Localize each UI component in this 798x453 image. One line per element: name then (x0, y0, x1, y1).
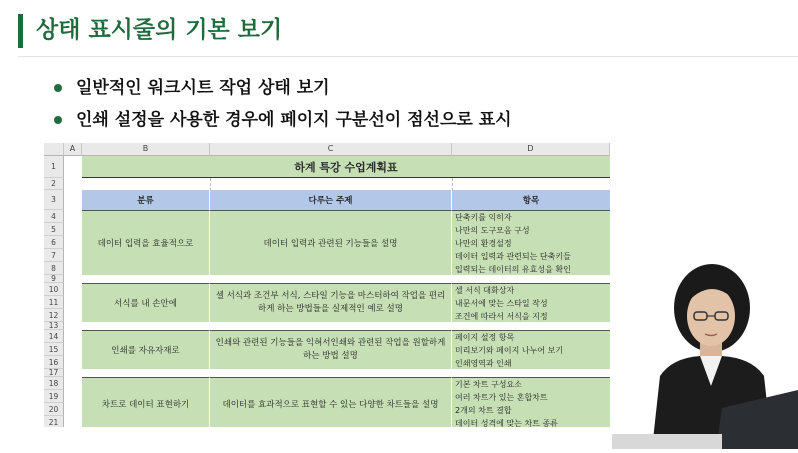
presenter-video (612, 258, 798, 449)
row-header[interactable]: 14 (44, 330, 64, 343)
row-header[interactable]: 2 (44, 178, 64, 190)
topic-cell[interactable]: 셀 서식과 조건부 서식, 스타일 기능을 마스터하여 작업을 편리하게 하는 방법들을 실제적인 예로 설명 (210, 283, 452, 322)
bullet-text: 일반적인 워크시트 작업 상태 보기 (76, 78, 330, 98)
bullet-item (52, 104, 512, 136)
items-cell[interactable] (452, 210, 610, 275)
item-line: 2개의 차트 결합 (455, 406, 512, 415)
bullet-dot-icon (54, 116, 62, 124)
topic-cell[interactable]: 데이터 입력과 관련된 기능들을 설명 (210, 210, 452, 275)
row-header[interactable]: 21 (44, 416, 64, 427)
category-cell[interactable]: 서식를 내 손안에 (82, 283, 210, 322)
item-line: 미리보기와 페이지 나누어 보기 (455, 346, 564, 355)
topic-cell[interactable]: 데이터를 효과적으로 표현할 수 있는 다양한 차트들을 설명 (210, 377, 452, 427)
item-line: 셀 서식 대화상자 (455, 286, 515, 295)
items-cell[interactable] (452, 377, 610, 427)
topic-cell[interactable]: 인쇄와 관련된 기능들을 익혀서인쇄와 관련된 작업을 원할하게 하는 방법 설명 (210, 330, 452, 369)
row-header[interactable]: 6 (44, 236, 64, 249)
row-header[interactable]: 7 (44, 249, 64, 262)
table-title-cell[interactable]: 하계 특강 수업계획표 (82, 156, 610, 178)
item-line: 나만의 환경설정 (455, 239, 512, 248)
bullet-item (52, 72, 512, 104)
row-header[interactable]: 12 (44, 309, 64, 322)
column-header-a[interactable]: A (64, 143, 82, 156)
category-cell[interactable]: 데이터 입력을 효율적으로 (82, 210, 210, 275)
row-header[interactable]: 17 (44, 369, 64, 377)
item-line: 나만의 도구모음 구성 (455, 226, 530, 235)
item-line: 조건에 따라서 서식을 지정 (455, 312, 548, 321)
item-line: 데이터 성격에 맞는 차트 종류 (455, 419, 558, 427)
row-header[interactable]: 11 (44, 296, 64, 309)
row-header[interactable]: 1 (44, 156, 64, 178)
bullet-text: 인쇄 설정을 사용한 경우에 페이지 구분선이 점선으로 표시 (76, 110, 512, 130)
item-line: 페이지 설정 항목 (455, 333, 515, 342)
item-line: 여러 차트가 있는 혼합차트 (455, 393, 548, 402)
column-header-b[interactable]: B (82, 143, 210, 156)
row-header[interactable]: 3 (44, 190, 64, 210)
row-header[interactable]: 4 (44, 210, 64, 223)
column-header-c[interactable]: C (210, 143, 452, 156)
item-line: 데이터 입력과 관련되는 단축키들 (455, 252, 571, 261)
row-header[interactable]: 16 (44, 356, 64, 369)
item-line: 입력되는 데이터의 유효성을 확인 (455, 265, 571, 274)
bullet-dot-icon (54, 84, 62, 92)
category-cell[interactable]: 차트로 데이터 표현하기 (82, 377, 210, 427)
item-line: 단축키를 익히자 (455, 213, 512, 222)
row-header[interactable]: 9 (44, 275, 64, 283)
column-header-d[interactable]: D (452, 143, 610, 156)
select-all-corner[interactable] (44, 143, 64, 156)
row-header[interactable]: 5 (44, 223, 64, 236)
category-cell[interactable]: 인쇄를 자유자재로 (82, 330, 210, 369)
header-cell-category[interactable]: 분류 (82, 190, 210, 210)
title-divider (18, 56, 798, 57)
spreadsheet (44, 143, 610, 427)
slide-title: 상태 표시줄의 기본 보기 (36, 17, 283, 43)
row-header[interactable]: 18 (44, 377, 64, 390)
title-accent-bar (18, 14, 23, 48)
item-line: 내문서에 맞는 스타일 작성 (455, 299, 548, 308)
bullet-list (52, 72, 512, 136)
row-header[interactable]: 10 (44, 283, 64, 296)
row-header[interactable]: 20 (44, 403, 64, 416)
row-header[interactable]: 15 (44, 343, 64, 356)
presenter-illustration (612, 258, 798, 449)
items-cell[interactable] (452, 330, 610, 369)
items-cell[interactable] (452, 283, 610, 322)
row-header[interactable]: 13 (44, 322, 64, 330)
header-cell-topic[interactable]: 다루는 주제 (210, 190, 452, 210)
row-header[interactable]: 8 (44, 262, 64, 275)
header-cell-items[interactable]: 항목 (452, 190, 610, 210)
item-line: 인쇄영역과 인쇄 (455, 359, 512, 368)
row-header[interactable]: 19 (44, 390, 64, 403)
item-line: 기본 차트 구성요소 (455, 380, 522, 389)
